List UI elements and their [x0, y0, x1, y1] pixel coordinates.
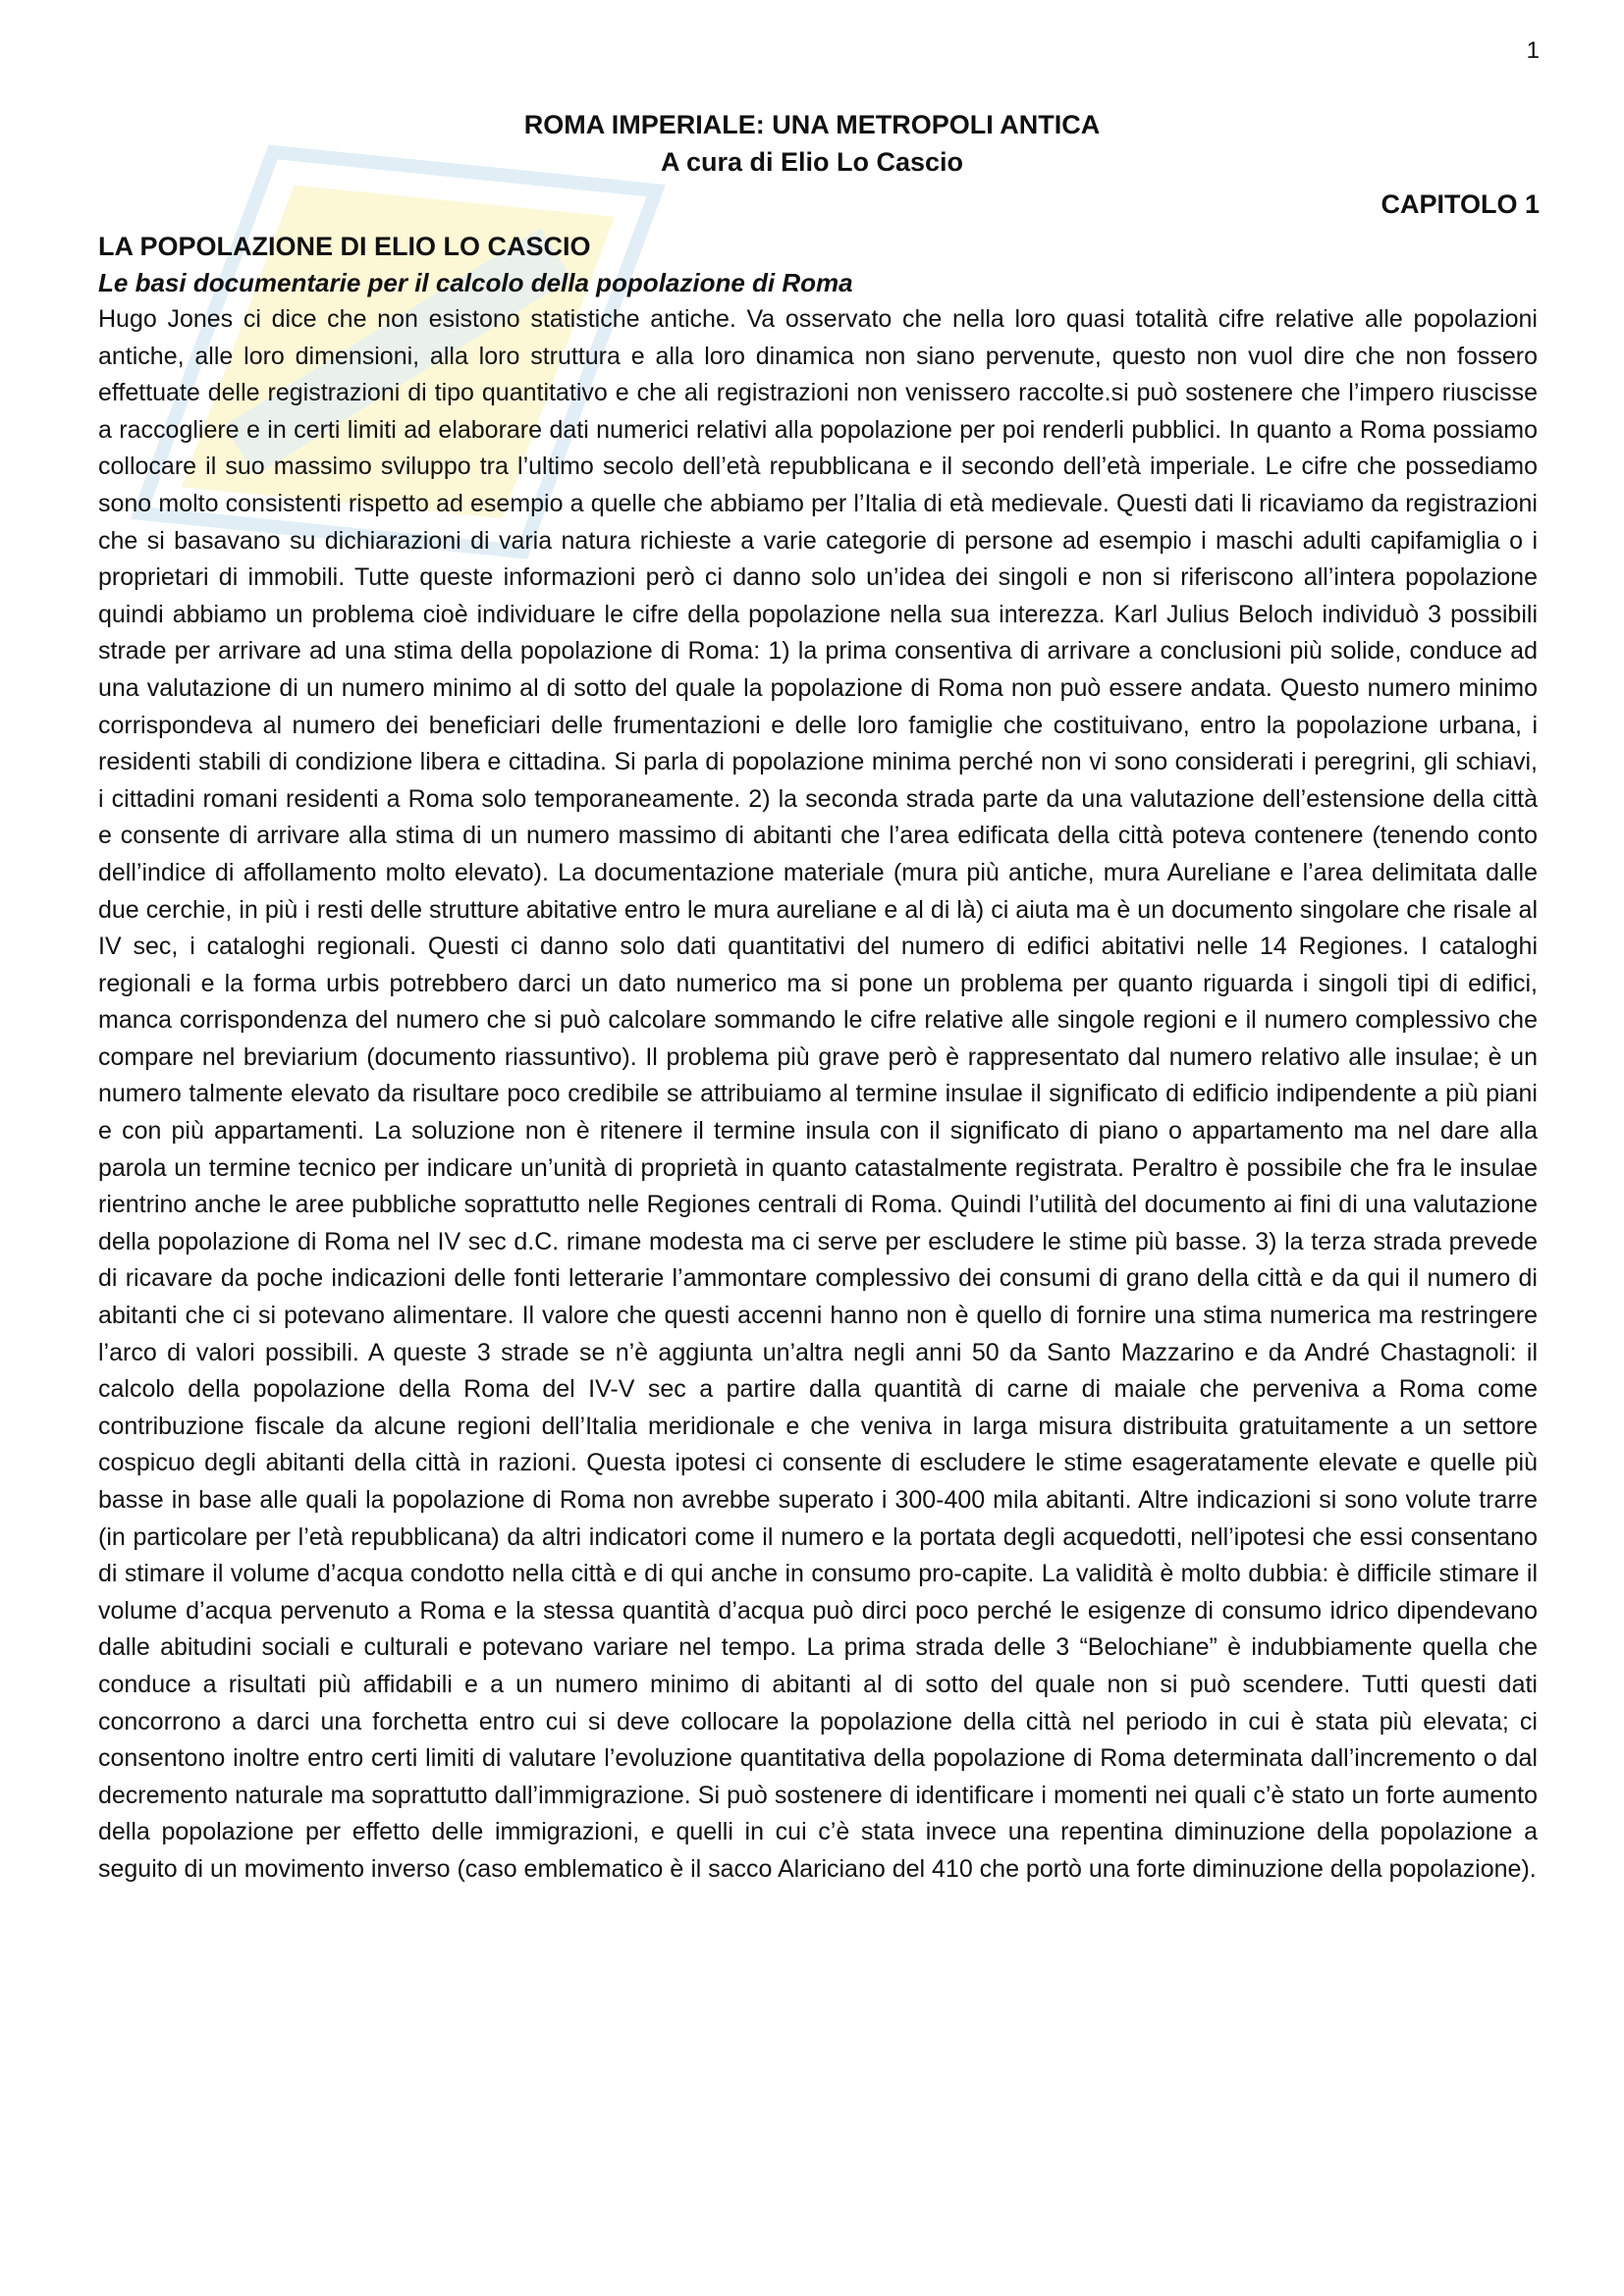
title-block: [0, 106, 1624, 181]
document-title: ROMA IMPERIALE: UNA METROPOLI ANTICA: [523, 110, 1101, 139]
chapter-label: CAPITOLO 1: [1380, 189, 1540, 219]
section-subtitle: Le basi documentarie per il calcolo della popolazione di Roma: [98, 268, 853, 297]
page-number: 1: [1526, 37, 1540, 64]
main-content: [98, 228, 1538, 1889]
section-title: LA POPOLAZIONE DI ELIO LO CASCIO: [98, 232, 591, 261]
document-editor: A cura di Elio Lo Cascio: [660, 147, 964, 177]
body-paragraph: Hugo Jones ci dice che non esistono statistiche antiche. Va osservato che nella loro quasi totalità cifre relative alle popolazioni antiche, alle loro dimensioni, alla loro struttura e alla loro dinamica non siano pervenute, questo non vuol dire che non fossero effettuate delle registrazioni di tipo quantitativo e che ali registrazioni non venissero raccolte.si può sostenere che l’impero riuscisse a raccogliere e in certi limiti ad elaborare dati numerici relativi alla popolazione per poi renderli pubblici. In quanto a Roma possiamo collocare il suo massimo sviluppo tra l’ultimo secolo dell’età repubblicana e il secondo dell’età imperiale. Le cifre che possediamo sono molto consistenti rispetto ad esempio a quelle che abbiamo per l’Italia di età medievale. Questi dati li ricaviamo da registrazioni che si basavano su dichiarazioni di varia natura richieste a varie categorie di persone ad esempio i maschi adulti capifamiglia o i proprietari di immobili. Tutte queste informazioni però ci danno solo un’idea dei singoli e non si riferiscono all’intera popolazione quindi abbiamo un problema cioè individuare le cifre della popolazione nella sua interezza. Karl Julius Beloch individuò 3 possibili strade per arrivare ad una stima della popolazione di Roma: 1) la prima consentiva di arrivare a conclusioni più solide, conduce ad una valutazione di un numero minimo al di sotto del quale la popolazione di Roma non può essere andata. Questo numero minimo corrispondeva al numero dei beneficiari delle frumentazioni e delle loro famiglie che costituivano, entro la popolazione urbana, i residenti stabili di condizione libera e cittadina. Si parla di popolazione minima perché non vi sono considerati i peregrini, gli schiavi, i cittadini romani residenti a Roma solo temporaneamente. 2) la seconda strada parte da una valutazione dell’estensione della città e consente di arrivare alla stima di un numero massimo di abitanti che l’area edificata della città poteva contenere (tenendo conto dell’indice di affollamento molto elevato). La documentazione materiale (mura più antiche, mura Aureliane e l’area delimitata dalle due cerchie, in più i resti delle strutture abitative entro le mura aureliane e al di là) ci aiuta ma è un documento singolare che risale al IV sec, i cataloghi regionali. Questi ci danno solo dati quantitativi del numero di edifici abitativi nelle 14 Regiones. I cataloghi regionali e la forma urbis potrebbero darci un dato numerico ma si pone un problema per quanto riguarda i singoli tipi di edifici, manca corrispondenza del numero che si può calcolare sommando le cifre relative alle singole regioni e il numero complessivo che compare nel breviarium (documento riassuntivo). Il problema più grave però è rappresentato dal numero relativo alle insulae; è un numero talmente elevato da risultare poco credibile se attribuiamo al termine insulae il significato di edificio indipendente a più piani e con più appartamenti. La soluzione non è ritenere il termine insula con il significato di piano o appartamento ma nel dare alla parola un termine tecnico per indicare un’unità di proprietà in quanto catastalmente registrata. Peraltro è possibile che fra le insulae rientrino anche le aree pubbliche soprattutto nelle Regiones centrali di Roma. Quindi l’utilità del documento ai fini di una valutazione della popolazione di Roma nel IV sec d.C. rimane modesta ma ci serve per escludere le stime più basse. 3) la terza strada prevede di ricavare da poche indicazioni delle fonti letterarie l’ammontare complessivo dei consumi di grano della città e da qui il numero di abitanti che ci si potevano alimentare. Il valore che questi accenni hanno non è quello di fornire una stima numerica ma restringere l’arco di valori possibili. A queste 3 strade se n’è aggiunta un’altra negli anni 50 da Santo Mazzarino e da André Chastagnoli: il calcolo della popolazione della Roma del IV-V sec a partire dalla quantità di carne di maiale che perveniva a Roma come contribuzione fiscale da alcune regioni dell’Italia meridionale e che veniva in larga misura distribuita gratuitamente a un settore cospicuo degli abitanti della città in razioni. Questa ipotesi ci consente di escludere le stime esageratamente elevate e quelle più basse in base alle quali la popolazione di Roma non avrebbe superato i 300-400 mila abitanti. Altre indicazioni si sono volute trarre (in particolare per l’età repubblicana) da altri indicatori come il numero e la portata degli acquedotti, nell’ipotesi che essi consentano di stimare il volume d’acqua condotto nella città e di qui anche in consumo pro-capite. La validità è molto dubbia: è difficile stimare il volume d’acqua pervenuto a Roma e la stessa quantità d’acqua può dirci poco perché le esigenze di consumo idrico dipendevano dalle abitudini sociali e culturali e potevano variare nel tempo. La prima strada delle 3 “Belochiane” è indubbiamente quella che conduce a risultati più affidabili e a un numero minimo di abitanti al di sotto del quale non si può scendere. Tutti questi dati concorrono a darci una forchetta entro cui si deve collocare la popolazione della città nel periodo in cui è stata più elevata; ci consentono inoltre entro certi limiti di valutare l’evoluzione quantitativa della popolazione di Roma determinata dall’incremento o dal decremento naturale ma soprattutto dall’immigrazione. Si può sostenere di identificare i momenti nei quali c’è stato un forte aumento della popolazione per effetto delle immigrazioni, e quelli in cui c’è stata invece una repentina diminuzione della popolazione a seguito di un movimento inverso (caso emblematico è il sacco Alariciano del 410 che portò una forte diminuzione della popolazione).: [98, 305, 1538, 1883]
